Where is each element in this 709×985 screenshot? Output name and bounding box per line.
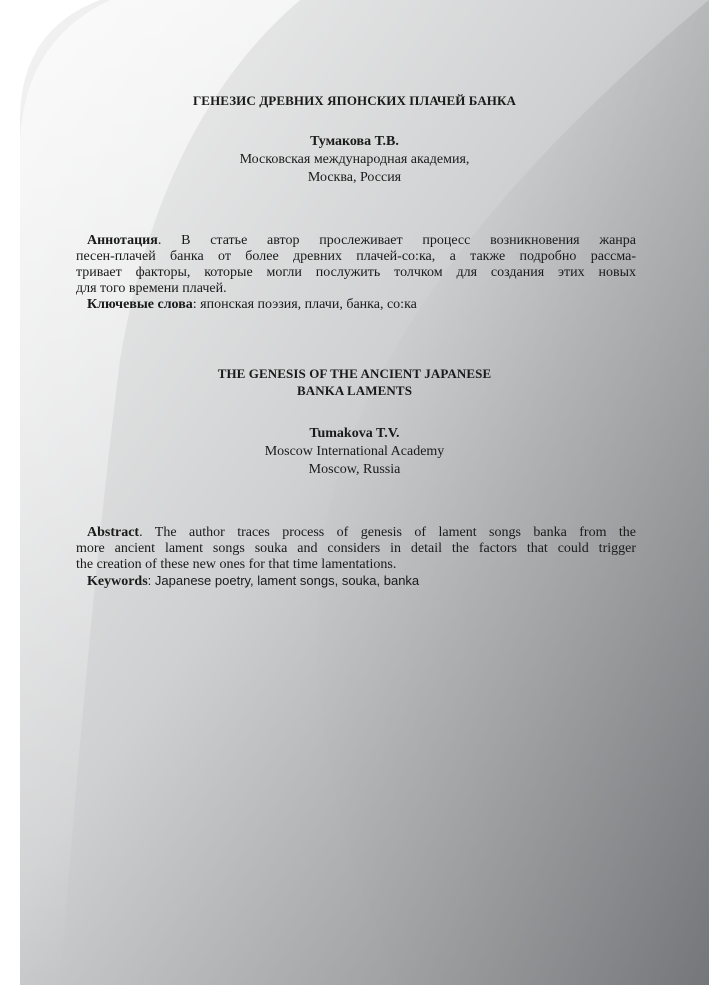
- en-abstract-line-3: the creation of these new ones for that time lamentations.: [76, 557, 397, 572]
- ru-abstract-line-4: для того времени плачей.: [76, 281, 227, 296]
- en-affiliation-1: Moscow International Academy: [264, 444, 445, 459]
- en-abstract-line-1: Abstract. The author traces process of genesis of lament songs banka from the: [87, 525, 636, 540]
- ru-keywords-text: : японская поэзия, плачи, банка, со:ка: [192, 297, 417, 312]
- en-abstract: [76, 525, 636, 590]
- ru-abstract-line-2: песен-плачей банка от более древних плачей-со:ка, а также подробно рассма-: [76, 249, 636, 264]
- ru-title: ГЕНЕЗИС ДРЕВНИХ ЯПОНСКИХ ПЛАЧЕЙ БАНКА: [192, 93, 517, 108]
- ru-affiliation-1: Московская международная академия,: [239, 152, 470, 167]
- ru-author: Тумакова Т.В.: [310, 134, 399, 149]
- en-keywords: [76, 573, 636, 590]
- en-abstract-label: Abstract: [87, 525, 140, 540]
- ru-abstract-label: Аннотация: [87, 233, 158, 248]
- en-keywords-text: : Japanese poetry, lament songs, souka, banka: [147, 573, 420, 588]
- en-keywords-label: Keywords: [87, 574, 148, 589]
- en-affiliation-2: Moscow, Russia: [308, 462, 401, 477]
- en-title-line-2: BANKA LAMENTS: [296, 383, 413, 398]
- ru-affiliation-2: Москва, Россия: [307, 170, 402, 185]
- ru-keywords-label: Ключевые слова: [87, 297, 193, 312]
- en-abstract-line-2: more ancient lament songs souka and considers in detail the factors that could trigger: [76, 541, 636, 556]
- en-author: Tumakova T.V.: [309, 426, 400, 441]
- ru-abstract: [76, 233, 636, 313]
- en-title-line-1: THE GENESIS OF THE ANCIENT JAPANESE: [217, 366, 492, 381]
- ru-keywords: [76, 297, 636, 313]
- ru-abstract-line-3: тривает факторы, которые могли послужить толчком для создания этих новых: [76, 265, 636, 280]
- ru-abstract-line-1: Аннотация. В статье автор прослеживает процесс возникновения жанра: [87, 233, 636, 248]
